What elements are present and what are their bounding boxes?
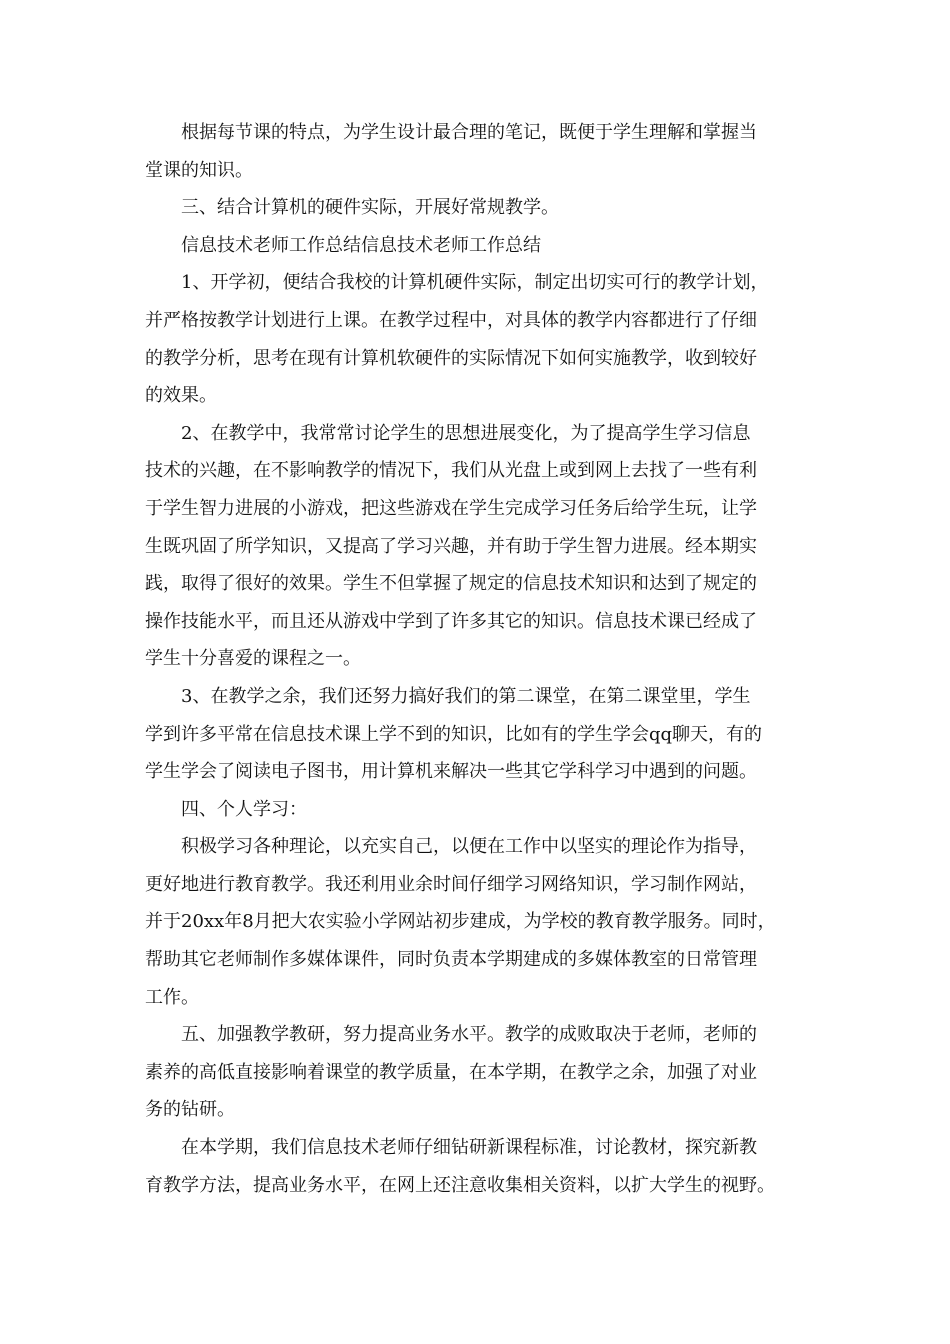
paragraph-item-two: 2、在教学中，我常常讨论学生的思想进展变化，为了提高学生学习信息 技术的兴趣，在不影响教学的情况下，我们从光盘上或到网上去找了一些有利 于学生智力进展的小游戏，把这些游戏在学生完成学习任务后给学生玩，让学 生既巩固了所学知识，又提高了学习兴趣，并有助于学生智力进展。经本期实 践，取得了很好的效果。学生不但掌握了规定的信息技术知识和达到了规定的 操作技能水平，而且还从游戏中学到了许多其它的知识。信息技术课已经成了 学生十分喜爱的课程之一。 <box>145 422 757 670</box>
paragraph-this-semester: 在本学期，我们信息技术老师仔细钻研新课程标准，讨论教材，探究新教 育教学方法，提高业务水平，在网上还注意收集相关资料，以扩大学生的视野。 <box>145 1137 775 1196</box>
heading-summary-title: 信息技术老师工作总结信息技术老师工作总结 <box>181 234 541 256</box>
paragraph-item-one: 1、开学初，便结合我校的计算机硬件实际，制定出切实可行的教学计划， 并严格按教学计划进行上课。在教学过程中，对具体的教学内容都进行了仔细 的教学分析，思考在现有计算机软硬件的实际情况下如何实施教学，收到较好 的效果。 <box>145 272 769 407</box>
heading-section-four: 四、个人学习： <box>181 798 307 820</box>
document-body <box>145 114 805 1204</box>
heading-section-three: 三、结合计算机的硬件实际，开展好常规教学。 <box>181 197 559 219</box>
paragraph-section-five: 五、加强教学教研，努力提高业务水平。教学的成败取决于老师，老师的 素养的高低直接影响着课堂的教学质量，在本学期，在教学之余，加强了对业 务的钻研。 <box>145 1024 757 1121</box>
paragraph-item-three: 3、在教学之余，我们还努力搞好我们的第二课堂，在第二课堂里，学生 学到许多平常在信息技术课上学不到的知识，比如有的学生学会qq聊天，有的 学生学会了阅读电子图书，用计算机来解决一些其它学科学习中遇到的问题。 <box>145 685 763 783</box>
paragraph-notes-design: 根据每节课的特点，为学生设计最合理的笔记，既便于学生理解和掌握当 堂课的知识。 <box>145 122 757 181</box>
paragraph-personal-study: 积极学习各种理论，以充实自己，以便在工作中以坚实的理论作为指导， 更好地进行教育教学。我还利用业余时间仔细学习网络知识，学习制作网站， 并于20xx年8月把大农实验小学网站初步建成，为学校的教育教学服务。同时， 帮助其它老师制作多媒体课件，同时负责本学期建成的多媒体教室的日常管理 工作。 <box>145 836 776 1008</box>
